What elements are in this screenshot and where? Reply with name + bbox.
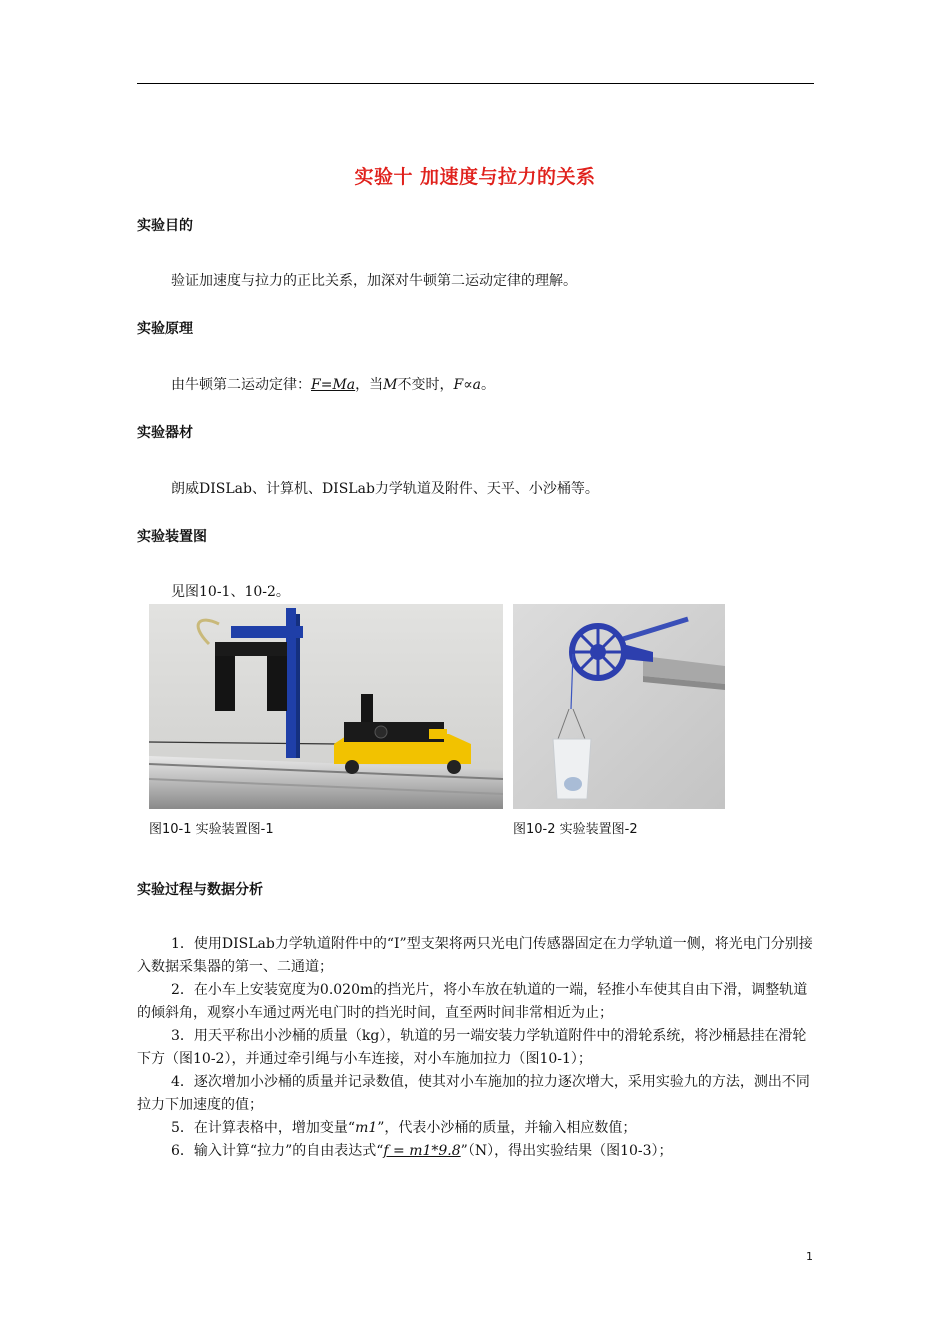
page-title: 实验十 加速度与拉力的关系 bbox=[354, 166, 596, 188]
procedure-step-1: 1．使用DISLab力学轨道附件中的“Ⅰ”型支架将两只光电门传感器固定在力学轨道一侧，将光电门分别接入数据采集器的第一、二通道； bbox=[137, 936, 813, 975]
header-rule bbox=[137, 83, 814, 84]
variable-m1: m1 bbox=[355, 1120, 378, 1136]
heading-principle: 实验原理 bbox=[137, 321, 193, 337]
page-number: 1 bbox=[806, 1250, 813, 1263]
procedure-step-6: 6．输入计算“拉力”的自由表达式“f = m1*9.8”（N），得出实验结果（图10-3）； bbox=[171, 1143, 673, 1159]
purpose-text: 验证加速度与拉力的正比关系，加深对牛顿第二运动定律的理解。 bbox=[171, 273, 577, 289]
principle-text: 由牛顿第二运动定律：F=Ma，当M不变时，F∝a。 bbox=[171, 377, 496, 393]
setup-text: 见图10-1、10-2。 bbox=[171, 584, 290, 600]
procedure-step-3: 3．用天平称出小沙桶的质量（kg），轨道的另一端安装力学轨道附件中的滑轮系统，将沙桶悬挂在滑轮下方（图10-2），并通过牵引绳与小车连接，对小车施加拉力（图10-1）； bbox=[137, 1028, 807, 1067]
equipment-text: 朗威DISLab、计算机、DISLab力学轨道及附件、天平、小沙桶等。 bbox=[171, 481, 599, 497]
figure-10-1-photo bbox=[149, 604, 503, 809]
procedure-steps bbox=[137, 933, 814, 1163]
figure-10-1-caption: 图10-1 实验装置图-1 bbox=[149, 822, 274, 837]
figure-10-2-photo bbox=[513, 604, 725, 809]
formula-f-ma: F=Ma bbox=[311, 377, 356, 393]
heading-equipment: 实验器材 bbox=[137, 425, 193, 441]
procedure-step-4: 4．逐次增加小沙桶的质量并记录数值，使其对小车施加的拉力逐次增大，采用实验九的方法，测出不同拉力下加速度的值； bbox=[137, 1074, 810, 1113]
procedure-step-5: 5．在计算表格中，增加变量“m1”，代表小沙桶的质量，并输入相应数值； bbox=[171, 1120, 637, 1136]
heading-purpose: 实验目的 bbox=[137, 218, 193, 234]
procedure-step-2: 2．在小车上安装宽度为0.020m的挡光片，将小车放在轨道的一端，轻推小车使其自由下滑，调整轨道的倾斜角，观察小车通过两光电门时的挡光时间，直至两时间非常相近为止； bbox=[137, 982, 808, 1021]
expression-f: f = m1*9.8 bbox=[383, 1143, 461, 1159]
heading-setup: 实验装置图 bbox=[137, 529, 207, 545]
figure-10-2-caption: 图10-2 实验装置图-2 bbox=[513, 822, 638, 837]
heading-procedure: 实验过程与数据分析 bbox=[137, 882, 263, 898]
